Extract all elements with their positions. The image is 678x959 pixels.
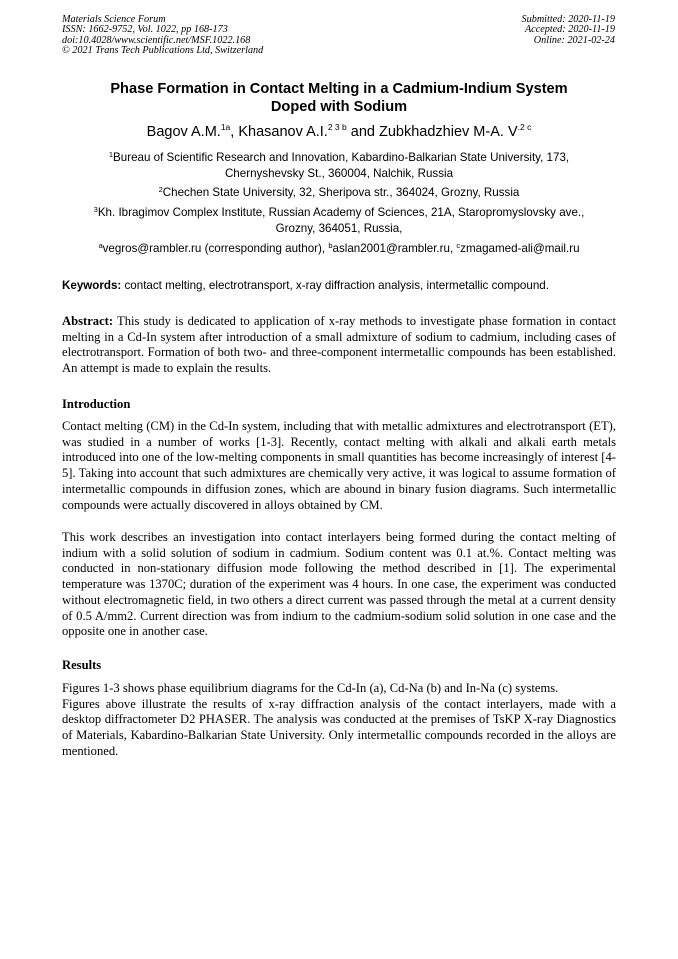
- email-b-marker: b: [328, 241, 333, 250]
- abstract-label: Abstract:: [62, 314, 114, 328]
- affiliation-2: [62, 185, 616, 201]
- results-line-1: Figures 1-3 shows phase equilibrium diagrams for the Cd-In (a), Cd-Na (b) and In-Na (c) systems.: [62, 681, 559, 695]
- submitted-date: Submitted: 2020-11-19: [521, 14, 615, 25]
- author-list: [62, 123, 616, 141]
- keywords-text: contact melting, electrotransport, x-ray diffraction analysis, intermetallic compound.: [121, 279, 549, 292]
- email-a: vegros@rambler.ru (corresponding author),: [102, 242, 329, 255]
- introduction-paragraph-1: Contact melting (CM) in the Cd-In system, including that with metallic admixtures and electrotransport (ET), was studied in a number of works [1-3]. Recently, contact melting with alkali and alkali earth metals introduced into one of the low-melting components in small quantities has become increasingly of interest [4-5]. Taking into account that such admixtures are chemically very active, it was logical to assume formation of intermetallic compounds in diffusion zones, which are abound in binary fusion diagrams. Such intermetallic compounds were actually discovered in alloys obtained by CM.: [62, 419, 616, 512]
- accepted-date: Accepted: 2020-11-19: [524, 24, 615, 36]
- results-paragraph: [62, 681, 616, 760]
- results-text: Figures above illustrate the results of x-ray diffraction analysis of the contact interlayers, made with a desktop diffractometer D2 PHASER. The analysis was conducted at the premises of TsKP X-ray Diagnostics of Materials, Kabardino-Balkarian State University. Only intermetallic compounds recorded in the alloys are mentioned.: [62, 696, 616, 758]
- issn-line: ISSN: 1662-9752, Vol. 1022, pp 168-173: [62, 24, 228, 36]
- journal-header: [62, 15, 263, 57]
- author-3: Zubkhadzhiev M-A. V: [379, 124, 518, 140]
- paper-title: [62, 81, 616, 116]
- author-2: Khasanov A.I.: [238, 124, 328, 140]
- affiliation-1: [62, 150, 616, 181]
- introduction-heading: Introduction: [62, 397, 131, 411]
- results-heading: Results: [62, 658, 102, 672]
- abstract: [62, 314, 616, 377]
- journal-name: Materials Science Forum: [62, 14, 166, 25]
- email-c: zmagamed-ali@mail.ru: [460, 242, 580, 255]
- online-date: Online: 2021-02-24: [533, 34, 615, 46]
- author-separator: and: [346, 124, 379, 140]
- title-line-1: Phase Formation in Contact Melting in a Cadmium-Indium System: [110, 81, 568, 97]
- copyright-line: © 2021 Trans Tech Publications Ltd, Switzerland: [62, 45, 264, 57]
- author-2-affil: 2 3 b: [327, 122, 347, 132]
- affiliation-3: [62, 205, 616, 236]
- email-b: aslan2001@rambler.ru,: [332, 242, 457, 255]
- affiliation-2-text: Chechen State University, 32, Sheripova str., 364024, Grozny, Russia: [162, 186, 520, 199]
- affiliation-2-marker: 2: [158, 185, 163, 194]
- doi-line: doi:10.4028/www.scientific.net/MSF.1022.168: [62, 34, 251, 46]
- affiliation-1-line-2: Chernyshevsky St., 360004, Nalchik, Russia: [224, 166, 454, 180]
- keywords: [62, 278, 616, 293]
- keywords-label: Keywords:: [62, 279, 122, 292]
- email-c-marker: c: [456, 241, 461, 250]
- abstract-text: This study is dedicated to application of x-ray methods to investigate phase formation in contact melting in a Cd-In system after introduction of a small admixture of sodium to cadmium, including cases of electrotransport. Formation of both two- and three-component intermetallic compounds has been established. An attempt is made to explain the results.: [62, 314, 616, 376]
- title-line-2: Doped with Sodium: [270, 98, 408, 115]
- author-3-affil: .2 c: [517, 122, 532, 132]
- email-a-marker: a: [98, 241, 103, 250]
- author-1: Bagov A.M.: [146, 124, 221, 140]
- affiliation-3-line-1: Kh. Ibragimov Complex Institute, Russian Academy of Sciences, 21A, Staropromyslovsky ave.,: [97, 206, 585, 219]
- affiliation-3-line-2: Grozny, 364051, Russia,: [275, 221, 403, 235]
- affiliation-3-marker: 3: [93, 205, 98, 214]
- author-1-affil: 1a: [220, 122, 231, 132]
- affiliation-1-line-1: Bureau of Scientific Research and Innovation, Kabardino-Balkarian State University, 173,: [113, 151, 570, 164]
- author-separator: ,: [230, 124, 239, 140]
- introduction-paragraph-2: This work describes an investigation into contact interlayers being formed during the contact melting of indium with a solid solution of sodium in cadmium. Sodium content was 0.1 at.%. Contact melting was conducted in non-stationary diffusion mode following the method described in [1]. The experimental temperature was 1370C; duration of the experiment was 4 hours. In one case, the experiment was conducted without electromagnetic field, in two others a direct current was passed through the metal at a current density of 0.5 A/mm2. Current direction was from indium to the cadmium-sodium solid solution in one case and the opposite one in another case.: [62, 530, 616, 639]
- dates-header: [522, 15, 615, 46]
- author-emails: [62, 241, 616, 257]
- affiliation-1-marker: 1: [108, 150, 114, 159]
